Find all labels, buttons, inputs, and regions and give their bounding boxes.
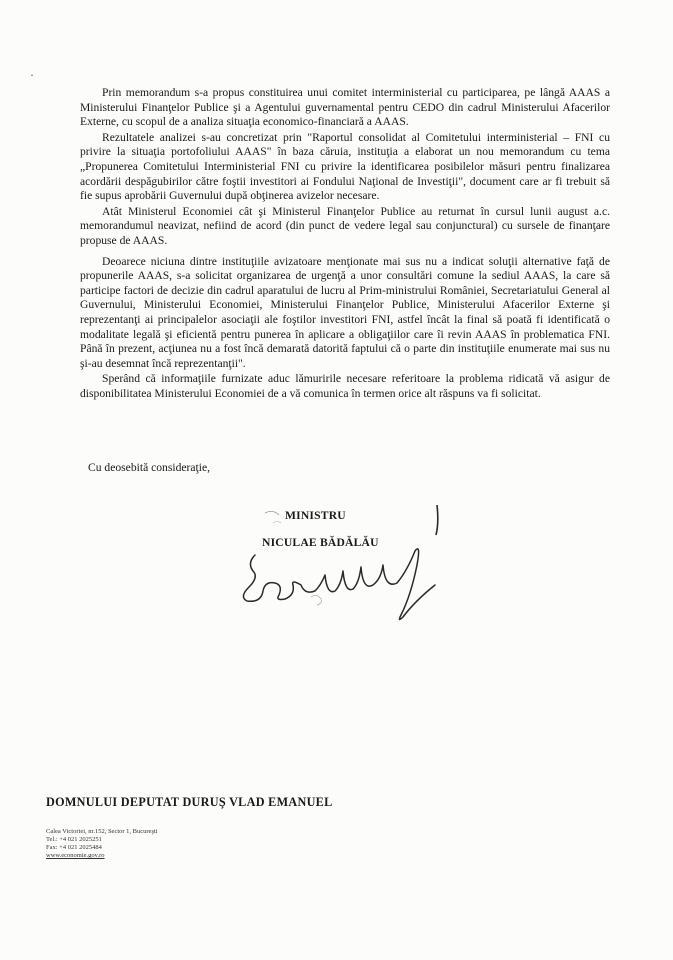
footer-contact: [46, 828, 158, 860]
paragraph-consultations: Deoarece niciuna dintre instituţiile avizatoare menţionate mai sus nu a indicat soluţii alternative faţă de propunerile AAAS, s-a solicitat organizarea de urgenţă a unor consultări comune la sediul AAAS, la care să participe factori de decizie din cadrul aparatului de lucru al Prim-ministrului României, Secretariatului General al Guvernului, Ministerului Economiei, Ministerului Finanţelor Publice, Ministerului Afacerilor Externe şi reprezentanţi ai principalelor asociaţii ale foştilor investitori FNI, astfel încât la final să poată fi identificată o modalitate legală şi eficientă pentru punerea în aplicare a obligaţiilor care îi revin AAAS în problematica FNI. Până în prezent, acţiunea nu a fost încă demarată datorită faptului că o parte din instituţiile enumerate mai sus nu şi-au desemnat încă reprezentanţii".: [80, 254, 610, 370]
footer-fax: Fax: +4 021 2025484: [46, 844, 102, 851]
paragraph-report: Rezultatele analizei s-au concretizat prin "Raportul consolidat al Comitetului interministerial – FNI cu privire la situaţia portofoliului AAAS" în baza căruia, instituţia a elaborat un nou memorandum cu tema „Propunerea Comitetului Interministerial FNI cu privire la identificarea posibilelor măsuri pentru finalizarea acordării despăgubirilor către foştii investitori ai Fondului Naţional de Investiţii", document care ar fi trebuit să fie supus aprobării Guvernului după obţinerea avizelor necesare.: [80, 130, 610, 203]
signatory-title: MINISTRU: [285, 509, 346, 522]
signature-scribble: [225, 505, 465, 625]
footer-website: www.economie.gov.ro: [46, 852, 105, 859]
closing-line: Cu deosebită consideraţie,: [88, 461, 211, 474]
paragraph-committee: Prin memorandum s-a propus constituirea unui comitet interministerial cu participarea, pe lângă AAAS a Ministerului Finanţelor Publice şi a Agentului guvernamental pentru CEDO din cadrul Ministerului Afacerilor Externe, cu scopul de a analiza situaţia economico-financiară a AAAS.: [80, 86, 610, 129]
paragraph-return: Atât Ministerul Economiei cât şi Ministerul Finanţelor Publice au returnat în cursul lunii august a.c. memorandumul neavizat, nefiind de acord (din punct de vedere legal sau conjunctural) cu sursele de finanţare propuse de AAAS.: [80, 204, 610, 247]
signatory-name: NICULAE BĂDĂLĂU: [262, 536, 379, 549]
footer-phone: Tel.: +4 021 2025251: [46, 836, 102, 843]
recipient-line: DOMNULUI DEPUTAT DURUŞ VLAD EMANUEL: [46, 795, 333, 809]
letter-body: [80, 86, 610, 402]
page-mark: ·: [30, 68, 34, 82]
footer-address: Calea Victoriei, nr.152, Sector 1, Bucureşti: [46, 828, 158, 835]
paragraph-assurance: Sperând că informaţiile furnizate aduc lămuririle necesare referitoare la problema ridicată vă asigur de disponibilitatea Ministerului Economiei de a vă comunica în termen orice alt răspuns va fi solicitat.: [80, 372, 610, 400]
